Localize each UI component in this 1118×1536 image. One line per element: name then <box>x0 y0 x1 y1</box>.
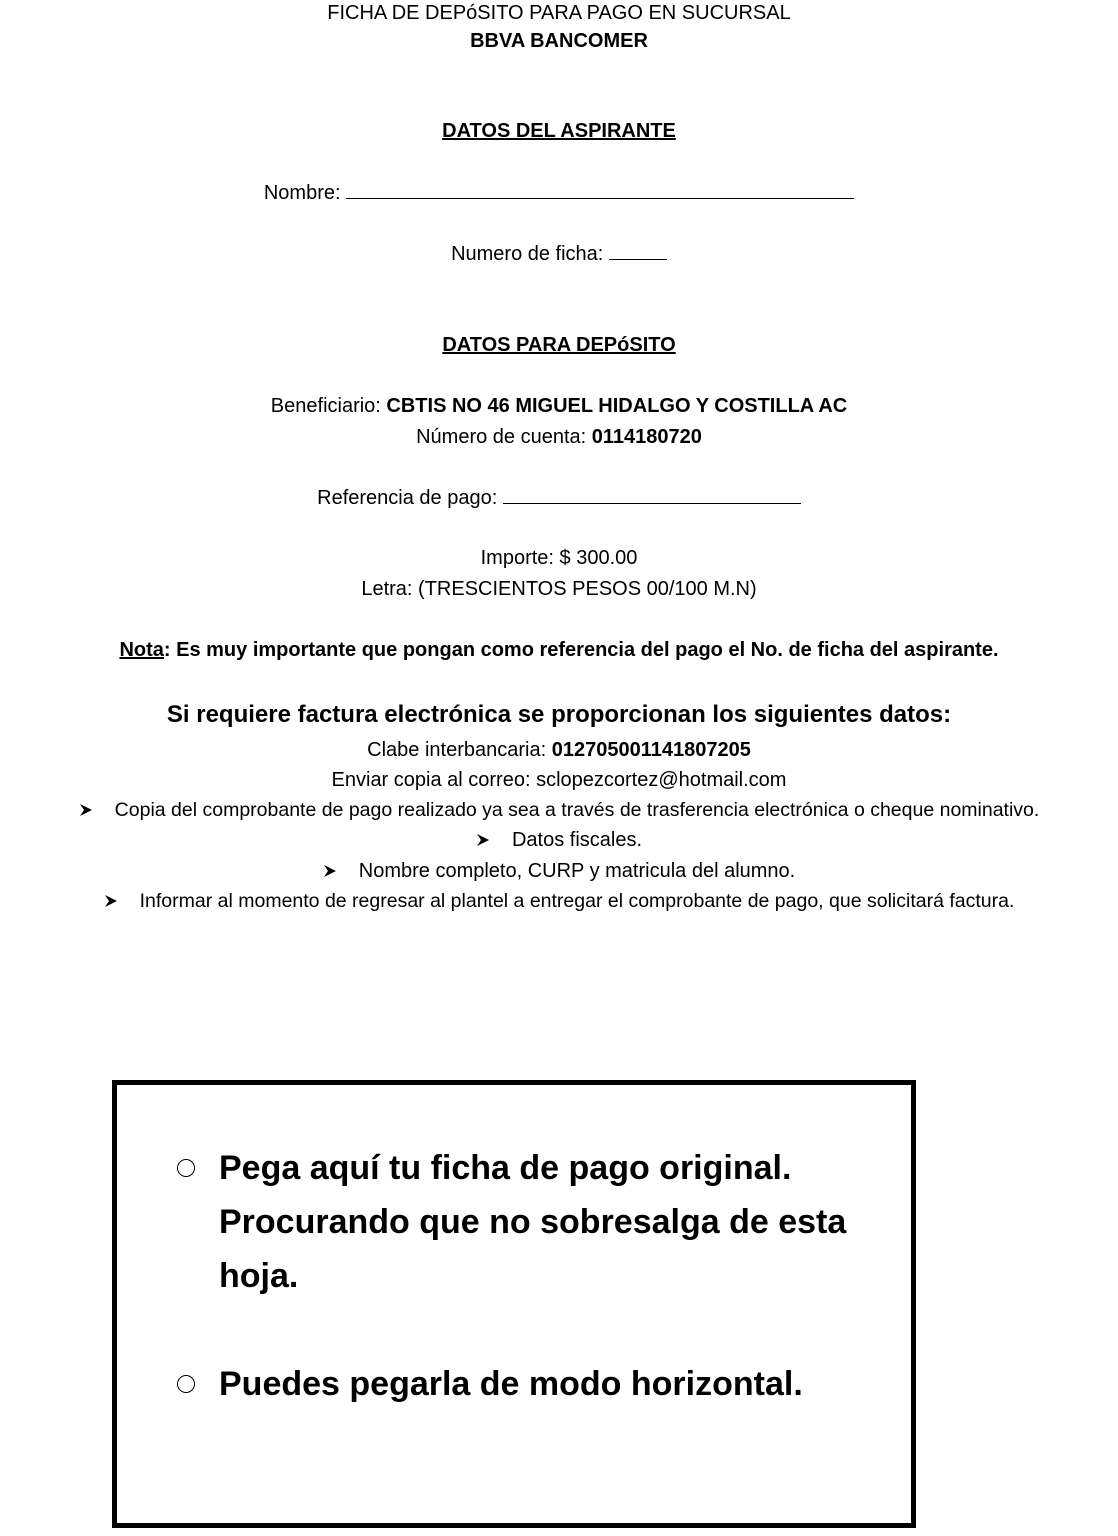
arrow-bullet-icon <box>476 827 512 853</box>
aspirante-heading: DATOS DEL ASPIRANTE <box>442 120 676 142</box>
list-item-text: Copia del comprobante de pago realizado ya sea a través de trasferencia electrónica o cheque nominativo. <box>114 799 1040 821</box>
beneficiario-row <box>0 393 1118 419</box>
beneficiario-value: CBTIS NO 46 MIGUEL HIDALGO Y COSTILLA AC <box>386 395 848 417</box>
list-item-text: Nombre completo, CURP y matricula del alumno. <box>358 860 796 882</box>
circle-bullet-icon <box>177 1375 195 1393</box>
ficha-blank-field[interactable] <box>609 241 667 260</box>
factura-heading: Si requiere factura electrónica se proporcionan los siguientes datos: <box>166 701 952 728</box>
arrow-bullet-icon <box>104 888 140 914</box>
deposito-heading: DATOS PARA DEPóSITO <box>442 334 676 356</box>
box-item-text: Puedes pegarla de modo horizontal. <box>219 1365 803 1403</box>
cuenta-label: Número de cuenta: <box>416 426 587 448</box>
cuenta-value: 0114180720 <box>591 426 702 448</box>
clabe-label: Clabe interbancaria: <box>367 739 547 761</box>
list-item-text: Informar al momento de regresar al plantel a entregar el comprobante de pago, que solicitará factura. <box>139 890 1015 912</box>
arrow-bullet-icon <box>79 797 115 823</box>
document-title: FICHA DE DEPóSITO PARA PAGO EN SUCURSAL <box>327 2 791 24</box>
ficha-row <box>0 241 1118 267</box>
list-item <box>0 827 1118 853</box>
box-item-text: Pega aquí tu ficha de pago original. Procurando que no sobresalga de esta hoja. <box>219 1149 847 1295</box>
nota-label: Nota <box>119 639 164 661</box>
circle-bullet-icon <box>177 1159 195 1177</box>
beneficiario-label: Beneficiario: <box>270 395 381 417</box>
correo-line: Enviar copia al correo: sclopezcortez@hotmail.com <box>331 769 787 791</box>
referencia-label: Referencia de pago: <box>317 487 498 509</box>
nombre-label: Nombre: <box>263 182 341 204</box>
ficha-label: Numero de ficha: <box>451 243 604 265</box>
list-item-text: Datos fiscales. <box>511 829 643 851</box>
list-item <box>0 858 1118 884</box>
list-item <box>0 797 1118 823</box>
letra: Letra: (TRESCIENTOS PESOS 00/100 M.N) <box>361 578 757 600</box>
referencia-row <box>0 485 1118 511</box>
clabe-value: 012705001141807205 <box>551 739 751 761</box>
importe: Importe: $ 300.00 <box>480 547 638 569</box>
referencia-blank-field[interactable] <box>503 485 801 504</box>
list-item <box>0 888 1118 914</box>
nota-row <box>0 637 1118 663</box>
cuenta-row <box>0 424 1118 450</box>
clabe-row <box>0 737 1118 763</box>
nombre-blank-field[interactable] <box>346 180 854 199</box>
nota-text: : Es muy importante que pongan como referencia del pago el No. de ficha del aspirante. <box>163 639 999 661</box>
paste-area-box <box>112 1080 916 1528</box>
bank-name: BBVA BANCOMER <box>470 30 648 52</box>
nombre-row <box>0 180 1118 206</box>
arrow-bullet-icon <box>323 858 359 884</box>
